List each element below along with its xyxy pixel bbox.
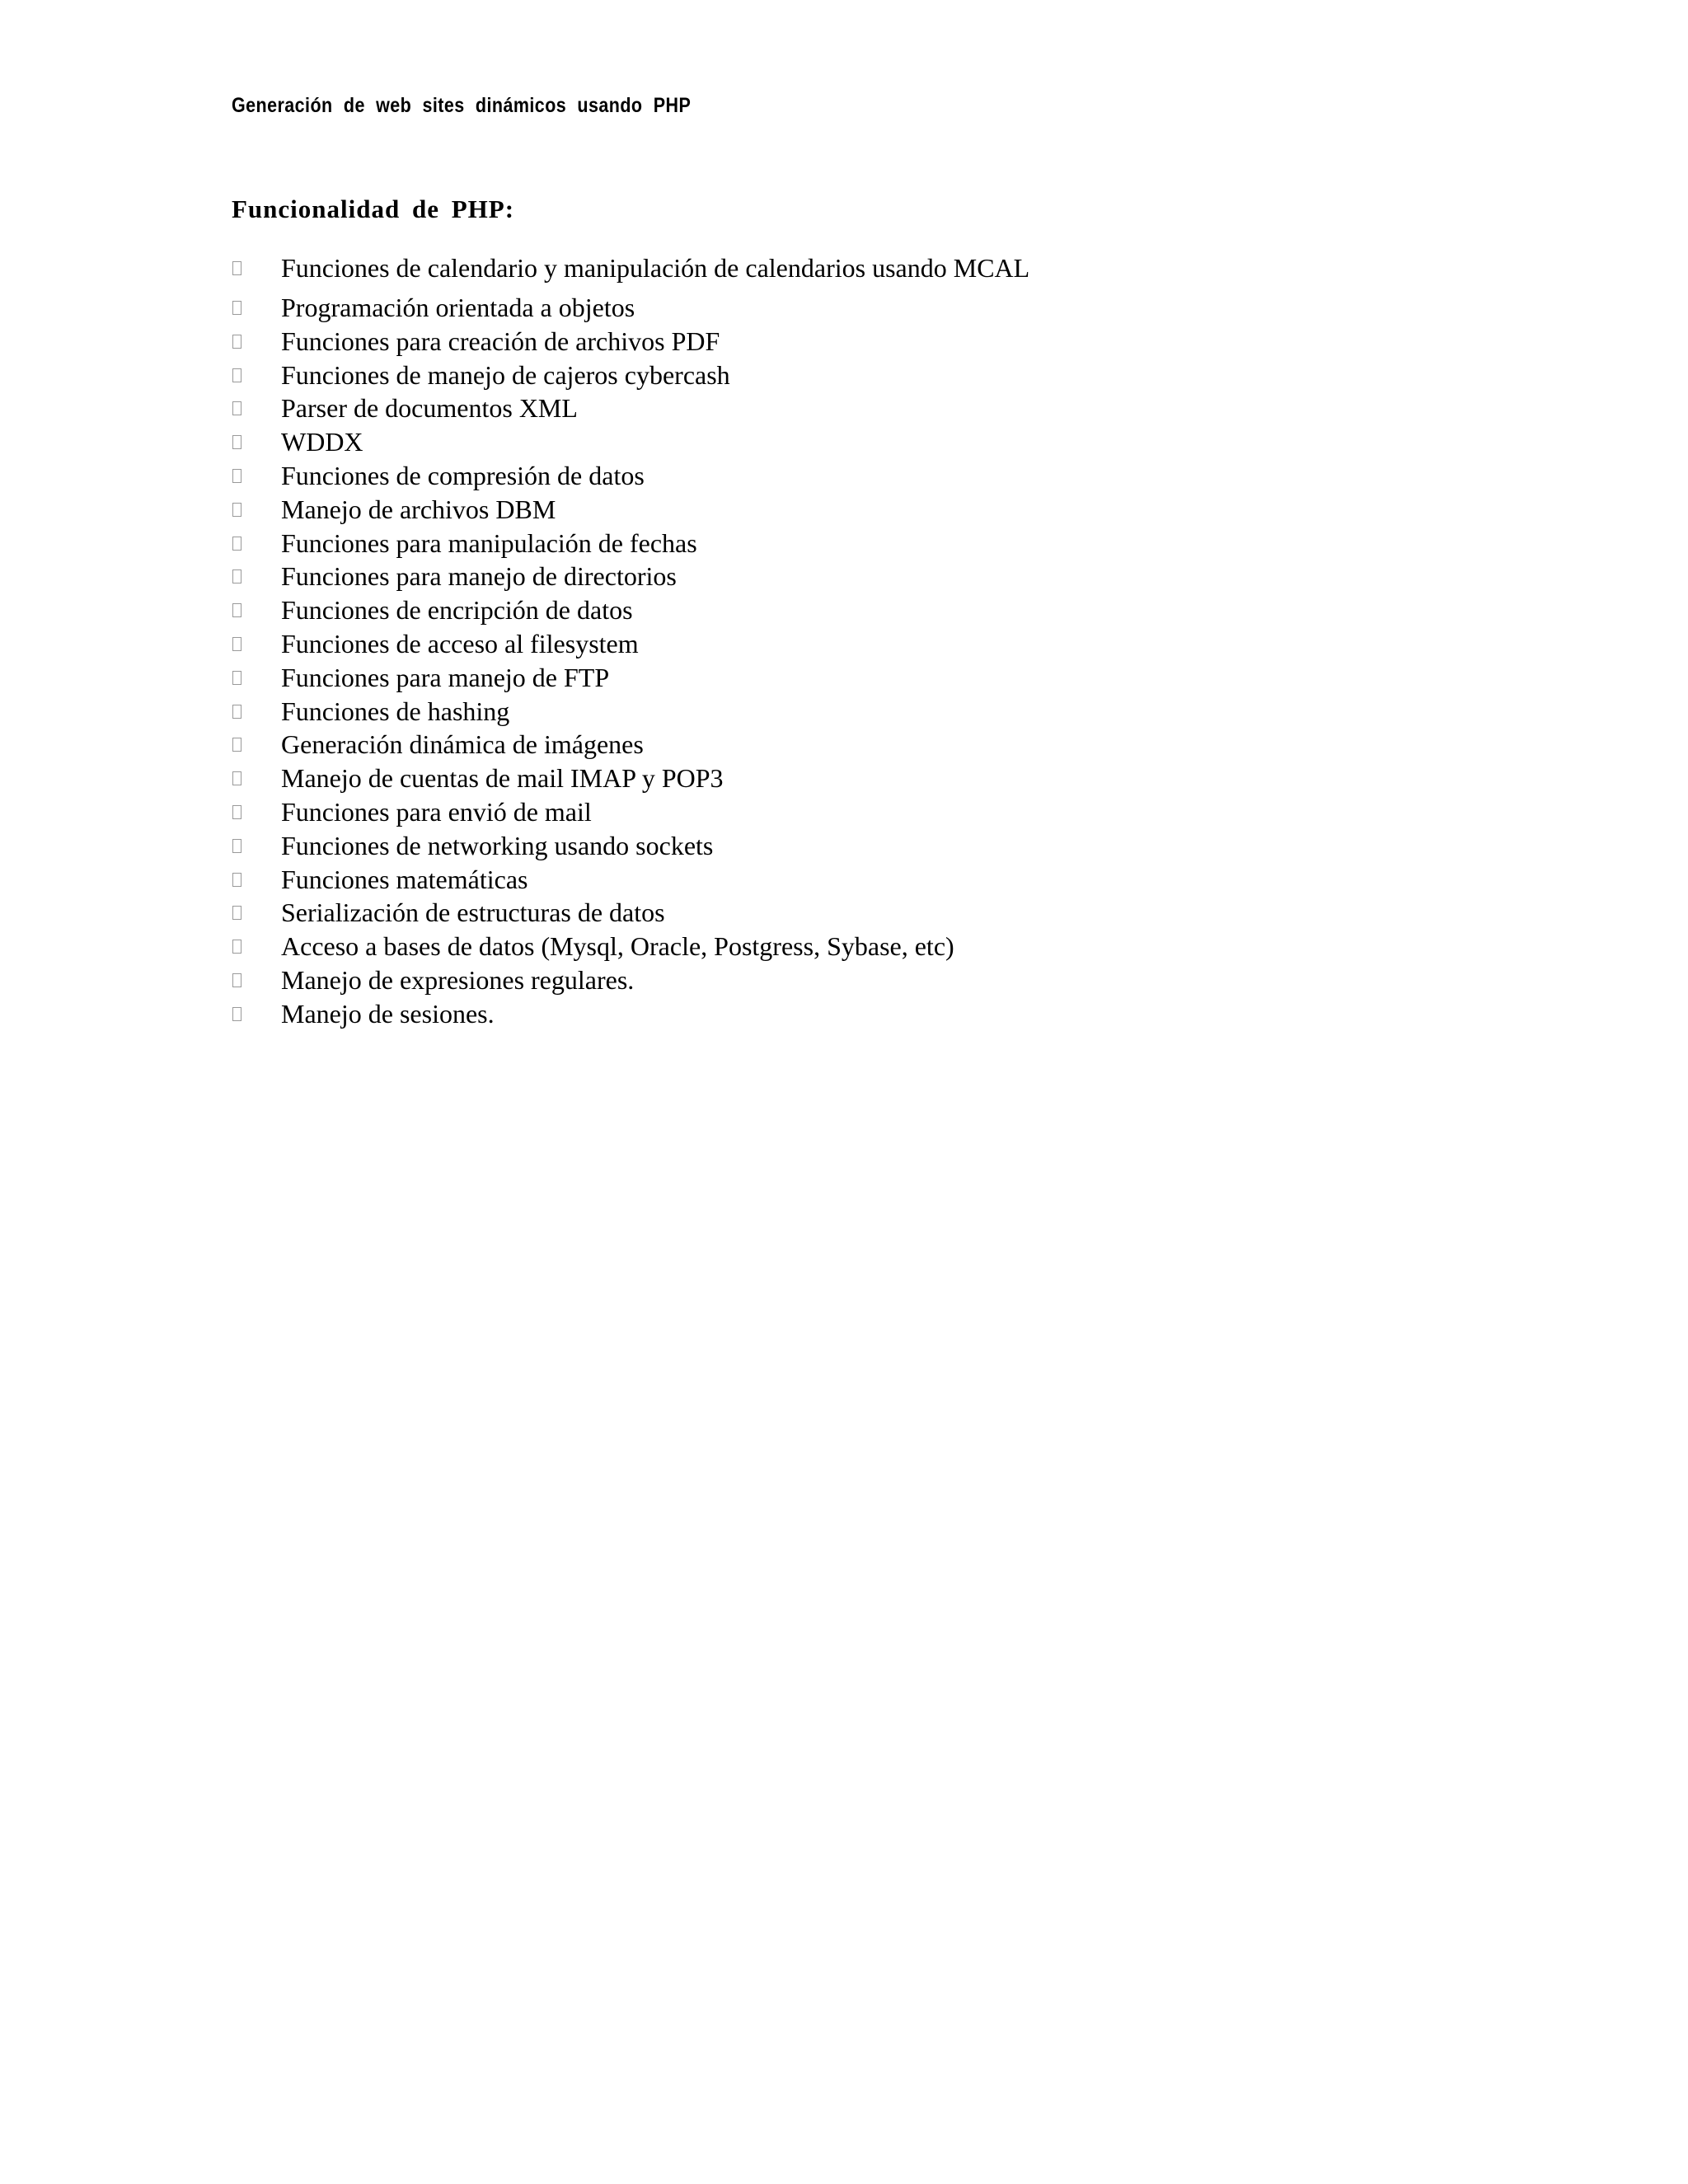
- list-item-text: WDDX: [281, 427, 363, 457]
- missing-glyph-box-icon: [232, 906, 241, 920]
- list-item-text: Funciones de manejo de cajeros cybercash: [281, 359, 730, 390]
- missing-glyph-box-icon: [232, 503, 241, 517]
- list-item-text: Programación orientada a objetos: [281, 293, 635, 322]
- missing-glyph-box-icon: [232, 705, 241, 719]
- list-item-text: Funciones para manejo de directorios: [281, 561, 677, 592]
- list-item-text: Acceso a bases de datos (Mysql, Oracle, Postgress, Sybase, etc): [281, 931, 954, 962]
- list-item-text: Parser de documentos XML: [281, 393, 578, 424]
- list-item-text: Funciones de calendario y manipulación de calendarios usando MCAL: [281, 253, 1030, 283]
- list-item-text: Funciones para manipulación de fechas: [281, 527, 697, 558]
- missing-glyph-box-icon: [232, 940, 241, 954]
- missing-glyph-box-icon: [232, 973, 241, 987]
- list-item-text: Funciones de acceso al filesystem: [281, 628, 639, 658]
- missing-glyph-box-icon: [232, 839, 241, 853]
- running-header: Generación de web sites dinámicos usando PHP: [232, 94, 692, 117]
- list-item-text: Manejo de archivos DBM: [281, 494, 556, 524]
- missing-glyph-box-icon: [232, 301, 241, 315]
- missing-glyph-box-icon: [232, 873, 241, 887]
- list-item-text: Manejo de sesiones.: [281, 998, 495, 1029]
- missing-glyph-box-icon: [232, 401, 241, 415]
- list-item-text: Funciones de hashing: [281, 696, 510, 726]
- missing-glyph-box-icon: [232, 771, 241, 785]
- list-item-text: Generación dinámica de imágenes: [281, 729, 644, 760]
- list-item-text: Funciones de networking usando sockets: [281, 830, 714, 860]
- missing-glyph-box-icon: [232, 569, 241, 583]
- missing-glyph-box-icon: [232, 368, 241, 382]
- missing-glyph-box-icon: [232, 435, 241, 449]
- list-item-text: Manejo de expresiones regulares.: [281, 964, 635, 995]
- list-item-text: Funciones para creación de archivos PDF: [281, 326, 720, 356]
- missing-glyph-box-icon: [232, 671, 241, 685]
- list-item-text: Funciones de encripción de datos: [281, 595, 633, 626]
- missing-glyph-box-icon: [232, 805, 241, 819]
- missing-glyph-box-icon: [232, 637, 241, 651]
- section-title: Funcionalidad de PHP:: [232, 194, 515, 223]
- list-item-text: Funciones para manejo de FTP: [281, 662, 610, 692]
- missing-glyph-box-icon: [232, 261, 241, 275]
- missing-glyph-box-icon: [232, 469, 241, 483]
- missing-glyph-box-icon: [232, 537, 241, 551]
- list-item-text: Funciones de compresión de datos: [281, 460, 645, 490]
- list-item-text: Serialización de estructuras de datos: [281, 898, 665, 928]
- missing-glyph-box-icon: [232, 738, 241, 752]
- list-item-text: Manejo de cuentas de mail IMAP y POP3: [281, 763, 724, 794]
- list-item-text: Funciones matemáticas: [281, 864, 528, 894]
- missing-glyph-box-icon: [232, 603, 241, 617]
- list-item-text: Funciones para envió de mail: [281, 796, 592, 827]
- missing-glyph-box-icon: [232, 335, 241, 349]
- missing-glyph-box-icon: [232, 1007, 241, 1021]
